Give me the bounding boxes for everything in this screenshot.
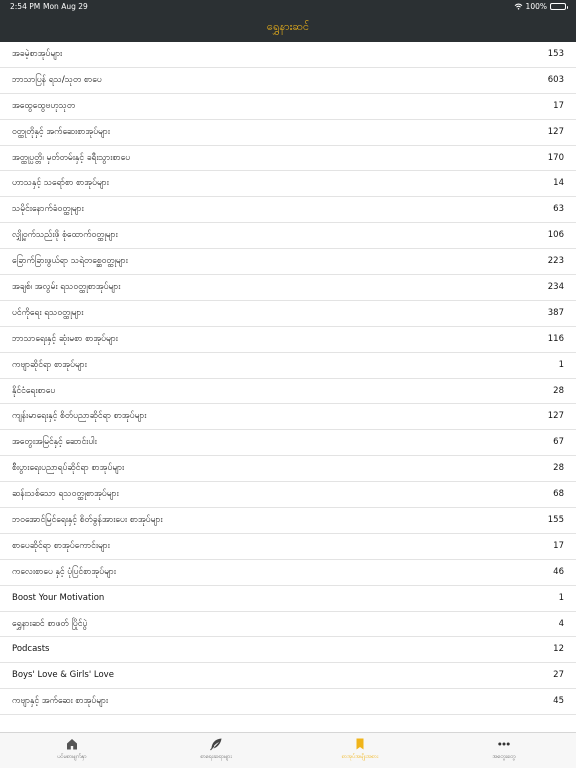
category-count: 127 [547,411,564,422]
home-icon [65,737,79,751]
tab-categories-label: စာအုပ်အမျိုးအစား [341,754,379,760]
category-list [0,42,576,715]
category-label: Boys' Love & Girls' Love [12,670,114,681]
wifi-icon [514,3,523,10]
category-count: 63 [553,204,564,215]
category-count: 127 [547,126,564,137]
battery-percent: 100% [525,2,547,11]
category-row[interactable] [0,120,576,146]
more-icon [497,737,511,751]
tab-writers-label: စာရေးဆရာများ [200,754,232,760]
category-label: ကဗျာဆိုင်ရာ စာအုပ်များ [12,359,87,370]
status-bar [0,0,576,13]
category-row[interactable] [0,663,576,689]
category-row[interactable] [0,560,576,586]
category-row[interactable] [0,612,576,638]
category-row[interactable] [0,379,576,405]
category-count: 46 [553,566,564,577]
category-count: 234 [547,282,564,293]
battery-icon [550,3,566,10]
category-row[interactable] [0,689,576,715]
status-right [514,2,566,11]
status-time: 2:54 PM [10,2,41,11]
category-label: Boost Your Motivation [12,592,105,603]
category-count: 387 [547,307,564,318]
category-label: ဘာသာပြန် ရသ/သုတ စာပေ [12,74,102,85]
feather-icon [209,737,223,751]
category-label: ဘဝအောင်မြင်ရေးနှင့် စိတ်ခွန်အားပေး စာအုပ်များ [12,515,163,526]
category-row[interactable] [0,94,576,120]
category-row[interactable] [0,482,576,508]
category-count: 155 [547,515,564,526]
category-row[interactable] [0,456,576,482]
category-label: သမိုင်းနောက်ခံဝတ္ထုများ [12,204,84,215]
category-count: 1 [558,359,564,370]
tab-bar [0,732,576,768]
category-row[interactable] [0,534,576,560]
category-row[interactable] [0,275,576,301]
category-count: 170 [547,152,564,163]
category-count: 12 [553,644,564,655]
category-label: ရွှေနားဆင် စာဖတ် ပြိုင်ပွဲ [12,618,88,629]
category-label: စီးပွားရေးပညာရပ်ဆိုင်ရာ စာအုပ်များ [12,463,125,474]
category-row[interactable] [0,42,576,68]
tab-writers[interactable] [144,733,288,768]
category-row[interactable] [0,586,576,612]
category-row[interactable] [0,68,576,94]
category-label: ဆန်းသစ်သော ရသဝတ္ထုစာအုပ်များ [12,489,119,500]
nav-bar [0,13,576,42]
category-count: 27 [553,670,564,681]
category-count: 17 [553,100,564,111]
category-count: 116 [547,333,564,344]
category-label: အထွေထွေဗဟုသုတ [12,100,76,111]
category-label: ခြောက်ခြားဖွယ်ရာ သရဲတစ္ဆေဝတ္ထုများ [12,256,128,267]
category-row[interactable] [0,249,576,275]
category-row[interactable] [0,301,576,327]
tab-home-label: ပင်မစာမျက်နှာ [57,754,87,760]
category-label: ဘာသာရေးနှင့် ဆုံးမစာ စာအုပ်များ [12,333,118,344]
category-row[interactable] [0,197,576,223]
category-row[interactable] [0,146,576,172]
tab-more-label: အတွေးတွေ [492,754,516,760]
category-row[interactable] [0,637,576,663]
category-label: ကျန်းမာရေးနှင့် စိတ်ပညာဆိုင်ရာ စာအုပ်များ [12,411,147,422]
category-label: ကလေးစာပေ နှင့် ပုံပြင်စာအုပ်များ [12,566,116,577]
category-count: 14 [553,178,564,189]
category-count: 1 [558,592,564,603]
category-count: 68 [553,489,564,500]
category-count: 67 [553,437,564,448]
category-row[interactable] [0,223,576,249]
category-row[interactable] [0,404,576,430]
category-row[interactable] [0,171,576,197]
category-label: ပင်ကိုရေး ရသဝတ္ထုများ [12,307,84,318]
page-title: ရွှေနားဆင် [266,19,310,33]
category-count: 28 [553,385,564,396]
category-row[interactable] [0,508,576,534]
category-label: အချစ်၊ အလွမ်း ရသဝတ္ထုစာအုပ်များ [12,282,121,293]
category-count: 4 [558,618,564,629]
category-count: 106 [547,230,564,241]
category-label: Podcasts [12,644,50,655]
status-date: Mon Aug 29 [43,2,88,11]
category-label: အခမဲ့စာအုပ်များ [12,49,63,59]
tab-more[interactable] [432,733,576,768]
category-label: ဟာသနှင့် သရော်စာ စာအုပ်များ [12,178,109,189]
category-label: စာပေဆိုင်ရာ စာအုပ်ကောင်းများ [12,540,110,551]
category-row[interactable] [0,353,576,379]
category-label: ကဗျာနှင့် အက်ဆေး စာအုပ်များ [12,696,109,707]
category-label: လျှို့ဝှက်သည်းဖို စုံထောက်ဝတ္ထုများ [12,230,118,241]
category-count: 603 [547,74,564,85]
category-label: အတွေးအမြင်နှင့် ဆောင်းပါး [12,437,97,448]
tab-home[interactable] [0,733,144,768]
category-count: 17 [553,540,564,551]
category-row[interactable] [0,430,576,456]
category-label: နိုင်ငံရေးစာပေ [12,385,56,396]
book-icon [353,737,367,751]
category-label: အတ္ထုပ္ပတ္တိ၊ မှတ်တမ်းနှင့် ခရီးသွားစာပေ [12,152,131,163]
category-label: ဝတ္ထုတိုနှင့် အက်ဆေးစာအုပ်များ [12,126,110,137]
category-row[interactable] [0,327,576,353]
tab-categories[interactable] [288,733,432,768]
category-count: 153 [547,49,564,59]
category-count: 28 [553,463,564,474]
category-count: 223 [547,256,564,267]
category-count: 45 [553,696,564,707]
